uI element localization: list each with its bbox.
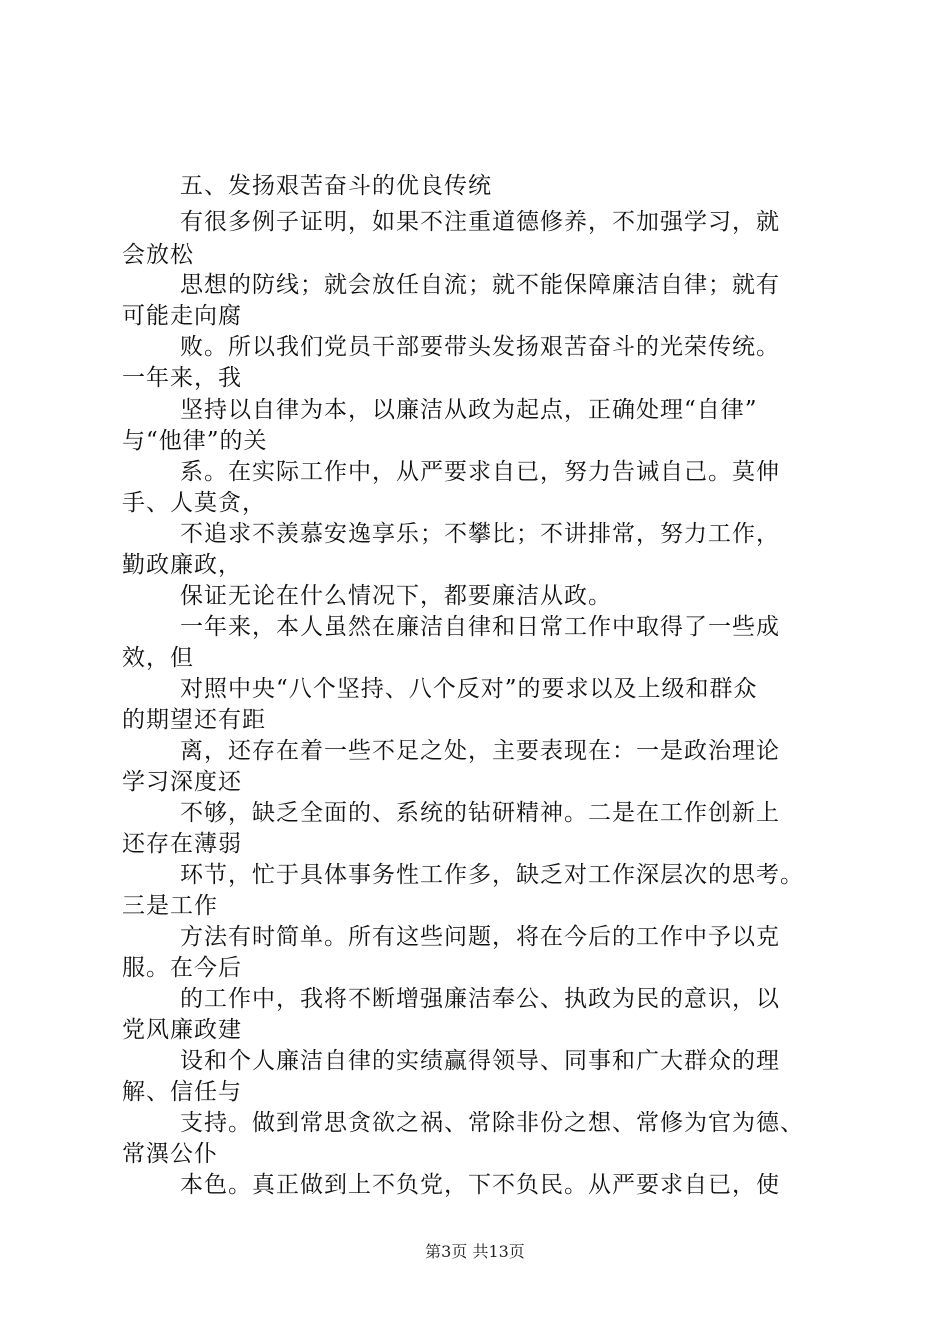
text-line: 设和个人廉洁自律的实绩赢得领导、同事和广大群众的理 (180, 1048, 780, 1074)
text-line: 一年来，我 (122, 365, 242, 391)
text-line: 手、人莫贪， (122, 490, 266, 516)
text-line: 一年来，本人虽然在廉洁自律和日常工作中取得了一些成 (180, 614, 780, 640)
text-line: 勤政廉政， (122, 552, 242, 578)
text-line: 有很多例子证明，如果不注重道德修养，不加强学习，就 (180, 209, 780, 235)
text-line: 离，还存在着一些不足之处，主要表现在：一是政治理论 (180, 738, 780, 764)
text-line: 本色。真正做到上不负党，下不负民。从严要求自已，使 (180, 1172, 780, 1198)
text-line: 对照中央“八个坚持、八个反对”的要求以及上级和群众 (180, 676, 758, 702)
text-line: 与“他律”的关 (122, 428, 268, 454)
text-line: 常潩公仆 (122, 1141, 218, 1167)
page-footer: 第3页 共13页 (425, 1242, 525, 1261)
text-line: 解、信任与 (122, 1079, 242, 1105)
text-line: 坚持以自律为本，以廉洁从政为起点，正确处理“自律” (180, 397, 758, 423)
text-line: 党风廉政建 (122, 1017, 242, 1043)
text-line: 会放松 (122, 242, 194, 268)
text-line: 三是工作 (122, 893, 218, 919)
text-line: 支持。做到常思贪欲之祸、常除非份之想、常修为官为德、 (180, 1110, 804, 1136)
text-line: 环节，忙于具体事务性工作多，缺乏对工作深层次的思考。 (180, 862, 804, 888)
text-line: 效，但 (122, 645, 194, 671)
text-line: 还存在薄弱 (122, 831, 242, 857)
text-line: 系。在实际工作中，从严要求自已，努力告诫自己。莫伸 (180, 459, 780, 485)
text-line: 可能走向腐 (122, 303, 242, 329)
text-line: 方法有时简单。所有这些问题，将在今后的工作中予以克 (180, 924, 780, 950)
text-line: 五、发扬艰苦奋斗的优良传统 (180, 173, 492, 199)
text-line: 保证无论在什么情况下，都要廉洁从政。 (180, 583, 612, 609)
text-line: 的期望还有距 (122, 707, 266, 733)
text-line: 不追求不羡慕安逸享乐；不攀比；不讲排常，努力工作， (180, 521, 780, 547)
text-line: 学习深度还 (122, 769, 242, 795)
text-line: 服。在今后 (122, 955, 242, 981)
text-line: 不够，缺乏全面的、系统的钻研精神。二是在工作创新上 (180, 800, 780, 826)
text-line: 思想的防线；就会放任自流；就不能保障廉洁自律；就有 (180, 272, 780, 298)
text-line: 败。所以我们党员干部要带头发扬艰苦奋斗的光荣传统。 (180, 334, 780, 360)
text-line: 的工作中，我将不断增强廉洁奉公、执政为民的意识，以 (180, 986, 780, 1012)
